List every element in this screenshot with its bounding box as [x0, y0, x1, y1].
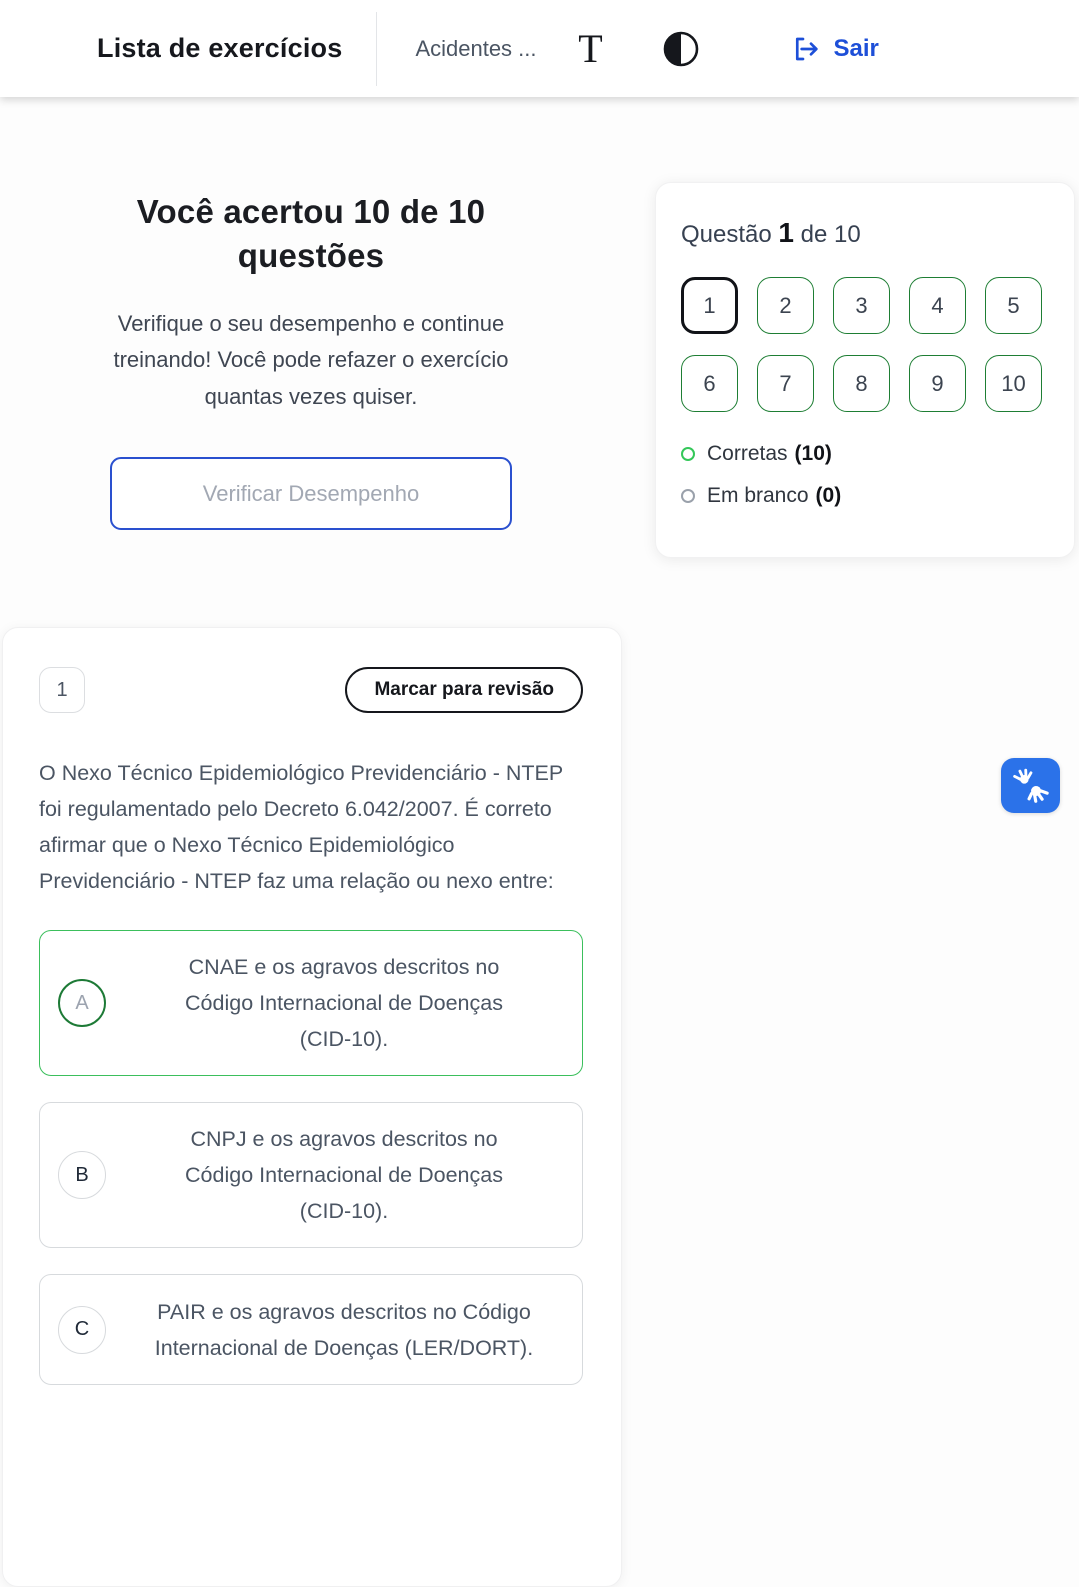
legend-blank-row: [681, 484, 1049, 508]
navigator-title-suffix: de 10: [800, 221, 861, 248]
results-heading: Você acertou 10 de 10 questões: [136, 193, 486, 274]
question-nav-button-8[interactable]: 8: [833, 355, 890, 412]
top-bar: [0, 0, 1079, 97]
navigator-legend: [681, 442, 1049, 508]
option-b-letter-badge: B: [58, 1151, 106, 1199]
correct-ring-icon: [681, 447, 695, 461]
answer-option-b[interactable]: [39, 1102, 583, 1248]
legend-correct-label: Corretas: [707, 442, 788, 465]
question-nav-button-1[interactable]: 1: [681, 277, 738, 334]
legend-blank-label: Em branco: [707, 484, 809, 507]
question-navigator-card: [655, 182, 1075, 558]
question-card: [2, 627, 622, 1587]
answer-option-c[interactable]: [39, 1274, 583, 1385]
legend-blank-count: (0): [815, 484, 842, 507]
header-divider: [376, 12, 377, 86]
answer-options: [39, 930, 583, 1385]
option-a-letter-badge: A: [58, 979, 106, 1027]
question-nav-button-4[interactable]: 4: [909, 277, 966, 334]
logout-icon: [789, 33, 821, 65]
navigator-title: [681, 217, 1049, 249]
libras-hands-icon: [1010, 766, 1052, 806]
question-nav-button-7[interactable]: 7: [757, 355, 814, 412]
navigator-title-prefix: Questão: [681, 221, 772, 248]
answer-option-a[interactable]: [39, 930, 583, 1076]
question-nav-button-9[interactable]: 9: [909, 355, 966, 412]
question-nav-button-6[interactable]: 6: [681, 355, 738, 412]
mark-for-review-button[interactable]: Marcar para revisão: [345, 667, 583, 713]
page-title: Lista de exercícios: [97, 33, 343, 63]
question-nav-button-3[interactable]: 3: [833, 277, 890, 334]
option-c-letter-badge: C: [58, 1306, 106, 1354]
option-c-text: PAIR e os agravos descritos no Código Internacional de Doenças (LER/DORT).: [154, 1299, 534, 1360]
question-nav-button-5[interactable]: 5: [985, 277, 1042, 334]
question-nav-button-2[interactable]: 2: [757, 277, 814, 334]
results-description: Verifique o seu desempenho e continue treinando! Você pode refazer o exercício quantas vezes quiser.: [113, 310, 509, 409]
legend-correct-row: [681, 442, 1049, 466]
contrast-icon: [663, 31, 699, 67]
results-summary: [85, 190, 537, 530]
blank-ring-icon: [681, 489, 695, 503]
verify-performance-button[interactable]: Verificar Desempenho: [110, 457, 512, 530]
question-nav-button-10[interactable]: 10: [985, 355, 1042, 412]
option-b-text: CNPJ e os agravos descritos no Código Internacional de Doenças (CID-10).: [185, 1127, 503, 1223]
question-number-badge: 1: [39, 667, 85, 713]
option-a-text: CNAE e os agravos descritos no Código Internacional de Doenças (CID-10).: [185, 955, 503, 1051]
question-number-grid: [681, 277, 1049, 412]
navigator-current-number: 1: [778, 217, 794, 248]
contrast-toggle-button[interactable]: [661, 29, 701, 69]
text-size-icon[interactable]: T: [569, 23, 613, 75]
question-card-header: [39, 667, 583, 713]
logout-button[interactable]: [789, 33, 879, 65]
logout-label: Sair: [833, 34, 879, 62]
question-text: O Nexo Técnico Epidemiológico Previdenciário - NTEP foi regulamentado pelo Decreto 6.042/2007. É correto afirmar que o Nexo Técnico Epidemiológico Previdenciário - NTEP faz uma relação ou nexo entre:: [39, 761, 563, 893]
legend-correct-count: (10): [794, 442, 832, 465]
vlibras-accessibility-button[interactable]: [1001, 758, 1060, 813]
exercise-subject: Acidentes ...: [415, 35, 537, 61]
